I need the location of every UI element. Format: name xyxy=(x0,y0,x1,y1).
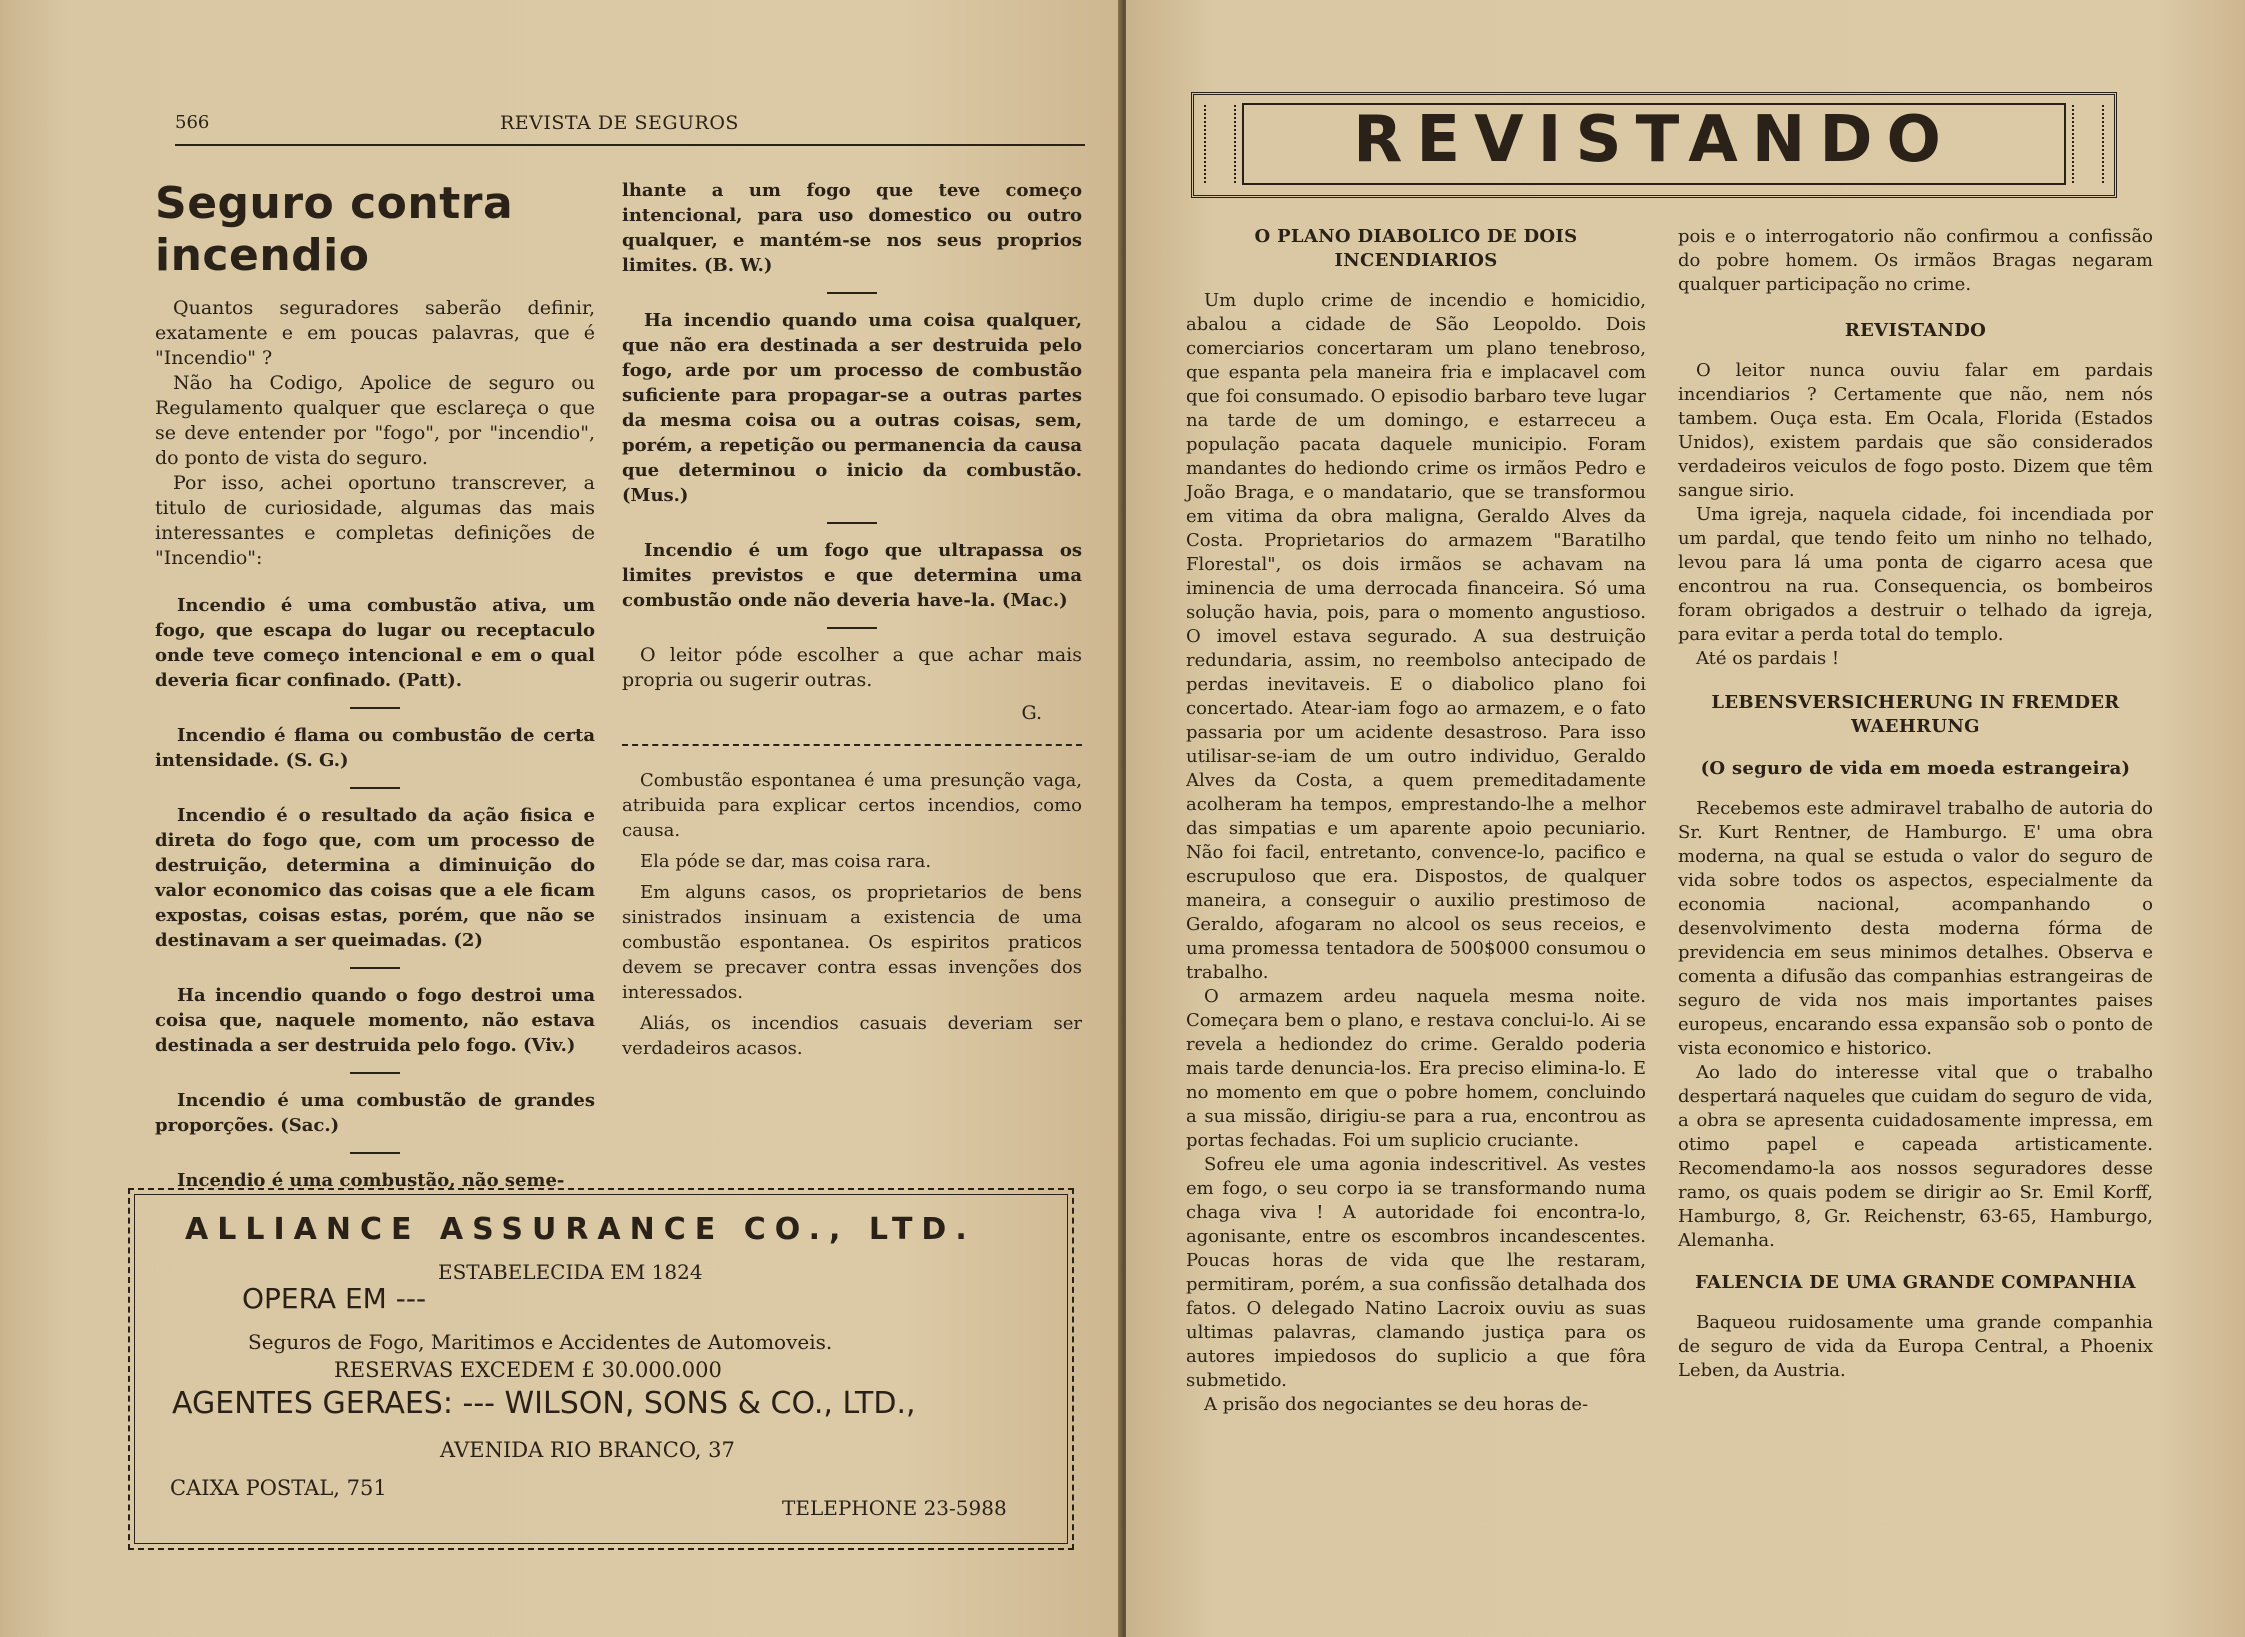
definition: Incendio é flama ou combustão de certa intensidade. (S. G.) xyxy=(155,725,595,771)
definition: Incendio é uma combustão, não seme- xyxy=(177,1170,565,1191)
separator xyxy=(350,1152,400,1154)
separator xyxy=(827,627,877,629)
left-column-1 xyxy=(155,178,595,1193)
definition: Incendio é uma combustão de grandes proporções. (Sac.) xyxy=(155,1090,595,1136)
definition: Incendio é um fogo que ultrapassa os limites previstos e que determina uma combustão onde não deveria have-la. (Mac.) xyxy=(622,540,1082,611)
intro-paragraph: Não ha Codigo, Apolice de seguro ou Regulamento qualquer que esclareça o que se deve entender por "fogo", por "incendio", do ponto de vista do seguro. xyxy=(155,372,595,469)
right-column-2 xyxy=(1678,225,2153,1383)
definition: Incendio é uma combustão ativa, um fogo, que escapa do lugar ou receptaculo onde teve começo intencional e em o qual deveria ficar confinado. (Patt). xyxy=(155,595,595,691)
separator xyxy=(827,522,877,524)
article-paragraph: Um duplo crime de incendio e homicidio, abalou a cidade de São Leopoldo. Dois comerciarios concertaram um plano tenebroso, que espanta pela maneira fria e implacavel com que foi consumado. O episodio barbaro teve lugar na tarde de um domingo, e estarreceu a população pacata daquele municipio. Foram mandantes do hediondo crime os irmãos Pedro e João Braga, e o mandatario, que se transformou em vitima da obra maligna, Geraldo Alves da Costa. Proprietarios do armazem "Baratilho Florestal", os dois irmãos se achavam na iminencia de uma derrocada financeira. Só uma solução havia, pois, para o momento angustioso. O imovel estava segurado. A sua destruição redundaria, assim, no reembolso antecipado de perdas inevitaveis. E o diabolico plano foi concertado. Atear-iam fogo ao armazem, e o fato passaria por um acidente desastroso. Para isso utilisar-se-iam de um outro individuo, Geraldo Alves da Costa, a quem premeditadamente acolheram ha tempos, emprestando-lhe a melhor das simpatias e um aparente apoio pecuniario. Não foi facil, entretanto, convence-lo, pacifico e escrupuloso que era. Dispostos, de qualquer maneira, a conseguir o auxilio prestimoso de Geraldo, afogaram no alcool os seus receios, e uma promessa tentadora de 500$000 consumou o trabalho. xyxy=(1186,290,1646,983)
definition: Ha incendio quando o fogo destroi uma coisa que, naquele momento, não estava destinada a ser destruida pelo fogo. (Viv.) xyxy=(155,985,595,1056)
left-column-2 xyxy=(622,178,1082,1061)
article-paragraph: Até os pardais ! xyxy=(1696,648,1840,669)
page-header xyxy=(175,112,1085,144)
left-page xyxy=(0,0,1122,1637)
separator xyxy=(350,707,400,709)
intro-paragraph: Por isso, achei oportuno transcrever, a titulo de curiosidade, algumas das mais interessantes e completas definições de "Incendio": xyxy=(155,472,595,569)
advertisement-box xyxy=(128,1188,1074,1550)
ad-operates: OPERA EM --- xyxy=(242,1282,427,1315)
article-paragraph: Sofreu ele uma agonia indescritivel. As vestes em fogo, o seu corpo ia se transformando numa chaga viva ! A autoridade foi encontra-lo, agonisante, entre os escombros incandescentes. Poucas horas de vida que lhe restaram, permitiram, porém, a sua confissão detalhada dos fatos. O delegado Natino Lacroix ouviu as suas ultimas palavras, clamando justiça para os autores impiedosos do suplicio a que fôra submetido. xyxy=(1186,1154,1646,1391)
definition: lhante a um fogo que teve começo intencional, para uso domestico ou outro qualquer, e mantém-se nos seus proprios limites. (B. W.) xyxy=(622,180,1082,276)
ad-established: ESTABELECIDA EM 1824 xyxy=(438,1260,703,1284)
article-paragraph: Ao lado do interesse vital que o trabalho despertará naqueles que cuidam do seguro de vida, a obra se apresenta cuidadosamente impressa, em otimo papel e capeada artisticamente. Recomendamo-la aos nossos seguradores desse ramo, os quais podem se dirigir ao Sr. Emil Korff, Hamburgo, 8, Gr. Reichenstr, 63-65, Hamburgo, Alemanha. xyxy=(1678,1062,2153,1251)
ad-telephone: TELEPHONE 23-5988 xyxy=(782,1496,1007,1520)
banner-ornament xyxy=(1204,105,1236,183)
definition: Ha incendio quando uma coisa qualquer, que não era destinada a ser destruida pelo fogo, arde por um processo de combustão suficiente para propagar-se a outras partes da mesma coisa ou a outras coisas, sem, porém, a repetição ou permanencia da causa que determinou o inicio da combustão. (Mus.) xyxy=(622,310,1082,506)
header-rule xyxy=(175,144,1085,146)
article-paragraph: Baqueou ruidosamente uma grande companhia de seguro de vida da Europa Central, a Phoenix Leben, da Austria. xyxy=(1678,1312,2153,1381)
article-paragraph: Uma igreja, naquela cidade, foi incendiada por um pardal, que tendo feito um ninho no telhado, levou para lá uma ponta de cigarro acesa que encontrou na rua. Consequencia, os bombeiros foram obrigados a destruir o telhado da igreja, para evitar a perda total do templo. xyxy=(1678,504,2153,645)
right-column-1 xyxy=(1186,225,1646,1417)
ad-po-box: CAIXA POSTAL, 751 xyxy=(170,1476,387,1500)
ad-address: AVENIDA RIO BRANCO, 37 xyxy=(440,1438,735,1462)
intro-paragraph: Quantos seguradores saberão definir, exatamente e em poucas palavras, que é "Incendio" ? xyxy=(155,297,595,369)
page-number: 566 xyxy=(175,112,210,133)
definition: Incendio é o resultado da ação fisica e direta do fogo que, com um processo de destruição, determina a diminuição do valor economico das coisas que a ele ficam expostas, coisas estas, porém, que não se destinavam a ser queimadas. (2) xyxy=(155,805,595,951)
article-paragraph: A prisão dos negociantes se deu horas de- xyxy=(1204,1394,1589,1415)
section-heading: REVISTANDO xyxy=(1844,320,1987,341)
note-paragraph: Em alguns casos, os proprietarios de bens sinistrados insinuam a existencia de uma combustão espontanea. Os espiritos praticos devem se precaver contra essas invenções dos interessados. xyxy=(622,882,1082,1003)
section-heading: O PLANO DIABOLICO DE DOIS INCENDIARIOS xyxy=(1254,226,1578,271)
article-paragraph: O leitor nunca ouviu falar em pardais incendiarios ? Certamente que não, nem nós tambem. Ouça esta. Em Ocala, Florida (Estados Unidos), existem pardais que são considerados verdadeiros veiculos de fogo posto. Dizem que têm sangue sirio. xyxy=(1678,360,2153,501)
ad-reserves: RESERVAS EXCEDEM £ 30.000.000 xyxy=(334,1358,722,1382)
banner-title: REVISTANDO xyxy=(1353,103,1955,177)
separator xyxy=(350,967,400,969)
continuation-paragraph: pois e o interrogatorio não confirmou a confissão do pobre homem. Os irmãos Bragas negaram qualquer participação no crime. xyxy=(1678,226,2153,295)
article-paragraph: O armazem ardeu naquela mesma noite. Começara bem o plano, e restava conclui-lo. Ai se revela a hediondez do crime. Geraldo poderia mais tarde denuncia-los. Era preciso elimina-lo. E no momento em que o pobre homem, concluindo a sua missão, dirigiu-se para a rua, encontrou as portas fechadas. Foi um suplicio cruciante. xyxy=(1186,986,1646,1151)
note-paragraph: Aliás, os incendios casuais deveriam ser verdadeiros acasos. xyxy=(622,1013,1082,1059)
article-paragraph: Recebemos este admiravel trabalho de autoria do Sr. Kurt Rentner, de Hamburgo. E' uma obra moderna, na qual se estuda o valor do seguro de vida sobre todos os aspectos, especialmente da economia nacional, acompanhando o desenvolvimento desta moderna fórma de previdencia em seus minimos detalhes. Observa e comenta a difusão das companhias estrangeiras de seguro de vida nos mais importantes paises europeus, encarando essa expansão sob o ponto de vista economico e historico. xyxy=(1678,798,2153,1059)
note-paragraph: Combustão espontanea é uma presunção vaga, atribuida para explicar certos incendios, como causa. xyxy=(622,770,1082,841)
section-subheading: (O seguro de vida em moeda estrangeira) xyxy=(1700,758,2131,779)
note-paragraph: Ela póde se dar, mas coisa rara. xyxy=(640,851,932,872)
separator xyxy=(350,1072,400,1074)
running-title: REVISTA DE SEGUROS xyxy=(500,112,739,134)
separator xyxy=(827,292,877,294)
separator xyxy=(350,787,400,789)
right-page xyxy=(1126,0,2245,1637)
ad-lines: Seguros de Fogo, Maritimos e Accidentes de Automoveis. xyxy=(248,1330,833,1354)
article-title: Seguro contra incendio xyxy=(155,178,514,281)
section-heading: LEBENSVERSICHERUNG IN FREMDER WAEHRUNG xyxy=(1711,692,2120,737)
ad-agents: AGENTES GERAES: --- WILSON, SONS & CO., LTD., xyxy=(172,1386,916,1421)
section-banner xyxy=(1191,92,2117,198)
signature: G. xyxy=(1021,702,1042,724)
closing-paragraph: O leitor póde escolher a que achar mais propria ou sugerir outras. xyxy=(622,644,1082,691)
banner-ornament xyxy=(2072,105,2104,183)
section-heading: FALENCIA DE UMA GRANDE COMPANHIA xyxy=(1695,1272,2136,1293)
ad-company: ALLIANCE ASSURANCE CO., LTD. xyxy=(185,1212,976,1247)
section-divider xyxy=(622,744,1082,746)
